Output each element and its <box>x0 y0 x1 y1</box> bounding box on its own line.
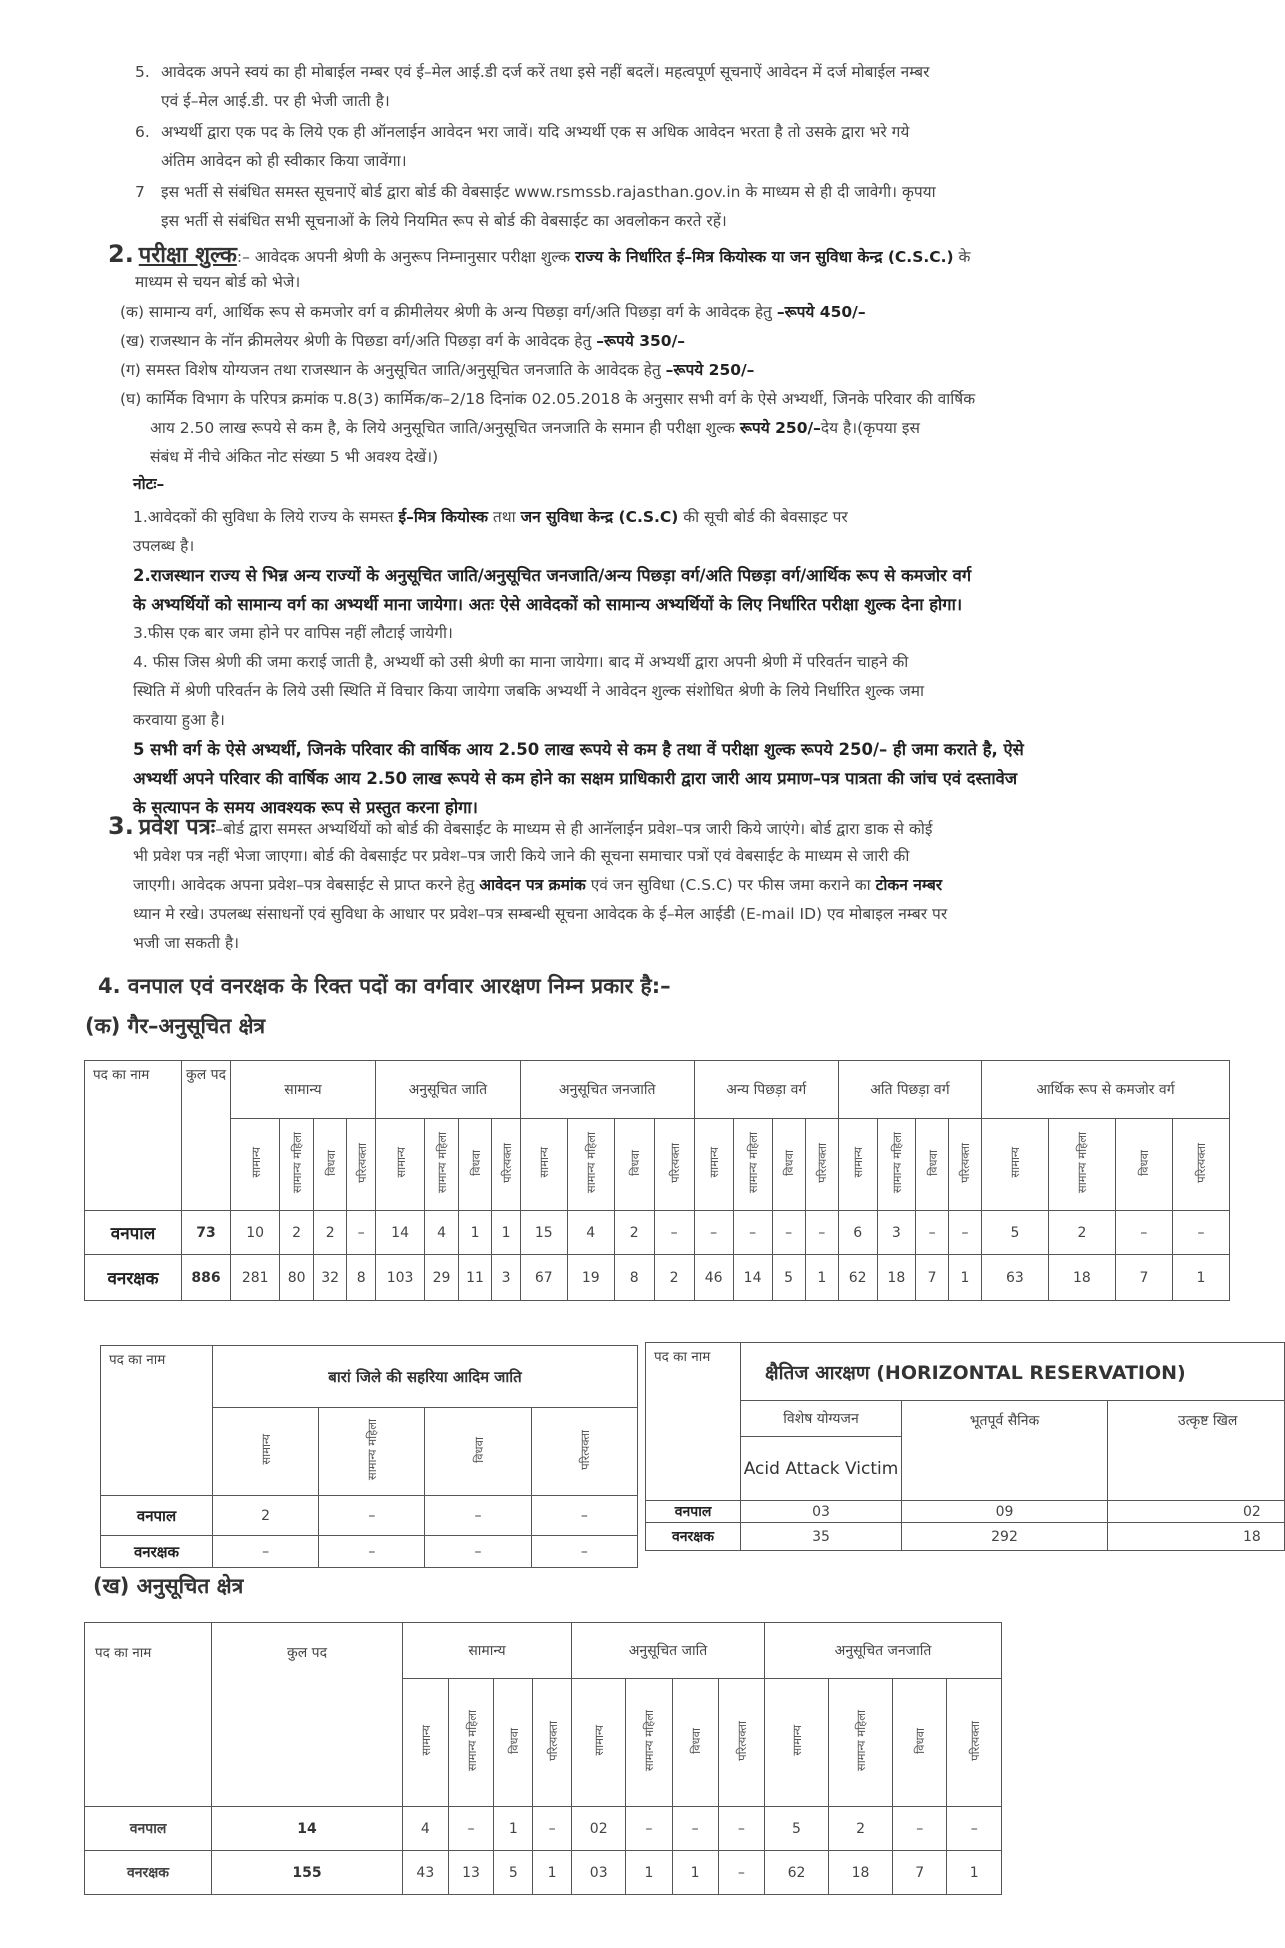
table-row <box>85 1807 1002 1851</box>
row-name: वनपाल <box>85 1807 212 1851</box>
group-header: अनुसूचित जाति <box>375 1061 520 1119</box>
sub-header <box>829 1679 893 1807</box>
section-number: 3. <box>108 812 134 840</box>
sub-header-text: सामान्य <box>393 1147 408 1178</box>
cell: 02 <box>1108 1501 1285 1523</box>
sub-header-text: सामान्य <box>248 1147 263 1178</box>
cell: 1 <box>626 1851 672 1895</box>
sub-header <box>672 1679 718 1807</box>
sub-header <box>425 1119 459 1211</box>
group-header: अन्य पिछड़ा वर्ग <box>694 1061 838 1119</box>
fee-item-gha-cont <box>120 414 1220 443</box>
sub-header-text: सामान्य महिला <box>854 1709 869 1772</box>
note-1-cont: उपलब्ध है। <box>133 537 195 555</box>
sub-header-text: परित्यक्ता <box>1194 1142 1209 1183</box>
cell: 281 <box>231 1255 280 1301</box>
horizontal-reservation-container <box>645 1342 1261 1557</box>
sub-header-text: सामान्य महिला <box>365 1418 380 1481</box>
sub-header <box>313 1119 347 1211</box>
sub-header-text: विधवा <box>782 1149 797 1176</box>
cell: 18 <box>829 1851 893 1895</box>
sub-header <box>947 1679 1002 1807</box>
sub-header-text: सामान्य महिला <box>435 1131 450 1194</box>
row-total: 155 <box>212 1851 403 1895</box>
section-intro-bold: राज्य के निर्धारित ई–मित्र कियोस्क या जन सुविधा केन्द्र (C.S.C.) <box>575 248 954 266</box>
item-text-cont: अंतिम आवेदन को ही स्वीकार किया जावेंगा। <box>161 152 407 170</box>
cell: – <box>319 1536 425 1568</box>
section-bold: आवेदन पत्र क्रमांक <box>479 876 586 894</box>
fee-amount: रूपये 250/– <box>739 419 821 437</box>
cell: 67 <box>520 1255 567 1301</box>
col-header-special: विशेष योग्यजन <box>741 1401 902 1437</box>
sub-header <box>916 1119 949 1211</box>
cell: 15 <box>520 1211 567 1255</box>
table-row <box>101 1536 638 1568</box>
col-header-acid-attack: Acid Attack Victim <box>741 1437 902 1501</box>
fee-list <box>120 298 1220 472</box>
sub-header-text: विधवा <box>1137 1149 1152 1176</box>
sub-header-text: विधवा <box>323 1149 338 1176</box>
cell: 1 <box>672 1851 718 1895</box>
cell: 80 <box>280 1255 314 1301</box>
sub-header-text: सामान्य महिला <box>290 1131 305 1194</box>
col-header-post: पद का नाम <box>646 1343 741 1501</box>
sub-header <box>375 1119 424 1211</box>
item-text: आवेदक अपने स्वयं का ही मोबाईल नम्बर एवं ई–मेल आई.डी दर्ज करें तथा इसे नहीं बदलें। महत्वपूर्ण सूचनाऐं आवेदन में दर्ज मोबाईल नम्बर <box>161 63 930 81</box>
sub-header <box>347 1119 375 1211</box>
table-row <box>646 1523 1285 1551</box>
section-4-title: 4. वनपाल एवं वनरक्षक के रिक्त पदों का वर्गवार आरक्षण निम्न प्रकार है:– <box>98 974 671 998</box>
row-name: वनरक्षक <box>85 1851 212 1895</box>
sub-header-text: सामान्य <box>851 1147 866 1178</box>
group-header: अनुसूचित जाति <box>572 1623 765 1679</box>
section-text: भजी जा सकती है। <box>133 934 240 952</box>
row-name: वनरक्षक <box>646 1523 741 1551</box>
sub-header <box>694 1119 733 1211</box>
sub-header <box>231 1119 280 1211</box>
cell: 03 <box>741 1501 902 1523</box>
item-number: 5. <box>135 63 150 81</box>
cell: – <box>718 1807 764 1851</box>
cell: 32 <box>313 1255 347 1301</box>
cell: 7 <box>893 1851 947 1895</box>
note-5-cont2: के सत्यापन के समय आवश्यक रूप से प्रस्तुत करना होगा। <box>133 798 478 817</box>
fee-amount: –रूपये 250/– <box>665 361 755 379</box>
note-3: 3.फीस एक बार जमा होने पर वापिस नहीं लौटाई जायेगी। <box>133 624 453 642</box>
notes <box>133 470 1233 822</box>
sub-header-text: विधवा <box>925 1149 940 1176</box>
cell: – <box>733 1211 772 1255</box>
cell: 2 <box>313 1211 347 1255</box>
table-row <box>646 1501 1285 1523</box>
cell: 3 <box>877 1211 916 1255</box>
row-name: वनपाल <box>85 1211 182 1255</box>
group-header: बारां जिले की सहरिया आदिम जाति <box>213 1346 638 1408</box>
note-1 <box>133 503 1233 532</box>
cell: 2 <box>1048 1211 1115 1255</box>
table-scheduled-area <box>84 1622 1002 1895</box>
sub-header-text: परित्यक्ता <box>545 1720 560 1761</box>
cell: 8 <box>347 1255 375 1301</box>
sub-header <box>567 1119 614 1211</box>
fee-amount: –रूपये 350/– <box>596 332 685 350</box>
row-total: 886 <box>182 1255 231 1301</box>
note-4-cont: स्थिति में श्रेणी परिवर्तन के लिये उसी स्थिति में विचार किया जायेगा जबकि अभ्यर्थी ने आवेदन शुल्क संशोधित श्रेणी के लिये निर्धारित शुल्क जमा <box>133 682 925 700</box>
cell: 1 <box>805 1255 838 1301</box>
cell: – <box>347 1211 375 1255</box>
section-text-mixed <box>133 871 1228 900</box>
cell: 43 <box>403 1851 449 1895</box>
cell: 5 <box>494 1851 533 1895</box>
sub-header <box>893 1679 947 1807</box>
sub-header <box>213 1408 319 1496</box>
fee-item-ga <box>120 356 1220 385</box>
cell: 5 <box>981 1211 1048 1255</box>
sub-header <box>280 1119 314 1211</box>
row-total: 14 <box>212 1807 403 1851</box>
group-header: अनुसूचित जनजाति <box>764 1623 1001 1679</box>
cell: – <box>425 1536 531 1568</box>
sub-header-text: विधवा <box>913 1727 928 1754</box>
fee-item-ka <box>120 298 1220 327</box>
section-text: भी प्रवेश पत्र नहीं भेजा जाएगा। बोर्ड की वेबसाईट पर प्रवेश–पत्र जारी किये जाने की सूचना समाचार पत्रों एवं वेबसाईट के माध्यम से जारी की <box>133 847 910 865</box>
item-number: 6. <box>135 123 150 141</box>
cell: – <box>533 1807 572 1851</box>
note-text: 1.आवेदकों की सुविधा के लिये राज्य के समस्त <box>133 508 399 526</box>
col-header-sports: उत्कृष्ट खिल <box>1108 1401 1285 1501</box>
sub-heading-non-scheduled: (क) गैर–अनुसूचित क्षेत्र <box>85 1014 266 1038</box>
sub-header <box>531 1408 637 1496</box>
cell: – <box>654 1211 694 1255</box>
note-2-cont: के अभ्यर्थियों को सामान्य वर्ग का अभ्यर्थी माना जायेगा। अतः ऐसे आवेदकों को सामान्य अभ्यर्थियों के लिए निर्धारित परीक्षा शुल्क देना होगा। <box>133 595 963 614</box>
sub-header-text: सामान्य महिला <box>889 1131 904 1194</box>
sub-header <box>425 1408 531 1496</box>
sub-header-text: सामान्य <box>259 1434 274 1465</box>
sub-header-text: परित्यक्ता <box>734 1720 749 1761</box>
sub-header-text: विधवा <box>688 1727 703 1754</box>
sub-header-text: परित्यक्ता <box>577 1429 592 1470</box>
cell: – <box>893 1807 947 1851</box>
cell: – <box>672 1807 718 1851</box>
sub-header <box>733 1119 772 1211</box>
sub-header <box>1172 1119 1229 1211</box>
cell: 5 <box>764 1807 828 1851</box>
cell: 19 <box>567 1255 614 1301</box>
cell: 62 <box>764 1851 828 1895</box>
sub-header-text: सामान्य <box>418 1725 433 1756</box>
section-intro-end: के <box>953 248 971 266</box>
sub-header <box>805 1119 838 1211</box>
cell: 09 <box>902 1501 1108 1523</box>
table-row <box>85 1211 1230 1255</box>
sub-header <box>1115 1119 1172 1211</box>
sub-header-text: सामान्य महिला <box>1075 1131 1090 1194</box>
cell: 1 <box>1172 1255 1229 1301</box>
table-row <box>85 1255 1230 1301</box>
sub-header-text: परित्यक्ता <box>967 1720 982 1761</box>
cell: 1 <box>492 1211 520 1255</box>
section-text: एवं जन सुविधा (C.S.C) पर फीस जमा कराने का <box>585 876 876 894</box>
cell: 8 <box>614 1255 654 1301</box>
sub-header-text: परित्यक्ता <box>667 1142 682 1183</box>
group-header: अति पिछड़ा वर्ग <box>838 1061 981 1119</box>
sub-header <box>764 1679 828 1807</box>
cell: 02 <box>572 1807 626 1851</box>
col-header-total: कुल पद <box>182 1061 231 1211</box>
sub-header <box>614 1119 654 1211</box>
sub-header-text: विधवा <box>627 1149 642 1176</box>
col-header-post: पद का नाम <box>85 1061 182 1211</box>
cell: 5 <box>772 1255 805 1301</box>
fee-label: (घ) कार्मिक विभाग के परिपत्र क्रमांक प.8(3) कार्मिक/क–2/18 दिनांक 02.05.2018 के अनुसार सभी वर्ग के ऐसे अभ्यर्थी, जिनके परिवार की वार्षिक <box>120 390 976 408</box>
sub-header-text: सामान्य महिला <box>464 1709 479 1772</box>
cell: 4 <box>425 1211 459 1255</box>
item-number: 7 <box>135 183 145 201</box>
cell: 3 <box>492 1255 520 1301</box>
cell: – <box>448 1807 494 1851</box>
cell: – <box>772 1211 805 1255</box>
sub-header <box>403 1679 449 1807</box>
sub-header-text: सामान्य <box>537 1147 552 1178</box>
note-4-cont2: करवाया हुआ है। <box>133 711 225 729</box>
cell: 2 <box>213 1496 319 1536</box>
section-3-admit-card <box>108 812 1228 844</box>
item-5 <box>135 58 1225 116</box>
table-non-scheduled-area <box>84 1060 1230 1301</box>
sub-header <box>626 1679 672 1807</box>
sub-header <box>572 1679 626 1807</box>
cell: 10 <box>231 1211 280 1255</box>
cell: – <box>319 1496 425 1536</box>
row-name: वनरक्षक <box>101 1536 213 1568</box>
group-header: अनुसूचित जनजाति <box>520 1061 694 1119</box>
note-text: तथा <box>488 508 521 526</box>
sub-header <box>319 1408 425 1496</box>
section-intro: :– आवेदक अपनी श्रेणी के अनुरूप निम्नानुसार परीक्षा शुल्क <box>236 248 576 266</box>
sub-header-text: सामान्य <box>1008 1147 1023 1178</box>
note-5-cont: अभ्यर्थी अपने परिवार की वार्षिक आय 2.50 लाख रूपये से कम होने का सक्षम प्राधिकारी द्वारा जारी आय प्रमाण–पत्र पात्रता की जांच एवं दस्तावेज <box>133 769 1018 788</box>
sub-header <box>533 1679 572 1807</box>
cell: 2 <box>829 1807 893 1851</box>
group-header: सामान्य <box>403 1623 572 1679</box>
cell: 1 <box>949 1255 982 1301</box>
cell: – <box>947 1807 1002 1851</box>
cell: – <box>626 1807 672 1851</box>
table-row <box>101 1496 638 1536</box>
section-text: जाएगी। आवेदक अपना प्रवेश–पत्र वेबसाईट से प्राप्त करने हेतु <box>133 876 480 894</box>
cell: 03 <box>572 1851 626 1895</box>
sub-header-text: विधवा <box>506 1727 521 1754</box>
note-5: 5 सभी वर्ग के ऐसे अभ्यर्थी, जिनके परिवार की वार्षिक आय 2.50 लाख रूपये से कम है तथा वें परीक्षा शुल्क रूपये 250/– ही जमा कराते है, ऐसे <box>133 740 1024 759</box>
sub-header-text: विधवा <box>468 1149 483 1176</box>
sub-heading-scheduled: (ख) अनुसूचित क्षेत्र <box>93 1574 244 1598</box>
cell: 6 <box>838 1211 877 1255</box>
sub-header-text: सामान्य महिला <box>642 1709 657 1772</box>
cell: 63 <box>981 1255 1048 1301</box>
item-text-cont: इस भर्ती से संबंधित सभी सूचनाओं के लिये नियमित रूप से बोर्ड की वेबसाईट का अवलोकन करते रहें। <box>161 212 727 230</box>
cell: 13 <box>448 1851 494 1895</box>
cell: – <box>531 1536 637 1568</box>
cell: 62 <box>838 1255 877 1301</box>
sub-header-text: सामान्य महिला <box>584 1131 599 1194</box>
cell: 103 <box>375 1255 424 1301</box>
item-6 <box>135 118 1225 176</box>
table-sahariya <box>100 1345 638 1568</box>
cell: 11 <box>458 1255 492 1301</box>
cell: – <box>1115 1211 1172 1255</box>
group-header: सामान्य <box>231 1061 376 1119</box>
cell: 2 <box>614 1211 654 1255</box>
cell: 18 <box>1048 1255 1115 1301</box>
sub-header <box>772 1119 805 1211</box>
cell: – <box>718 1851 764 1895</box>
cell: 1 <box>458 1211 492 1255</box>
cell: – <box>425 1496 531 1536</box>
col-header-post: पद का नाम <box>101 1346 213 1496</box>
cell: – <box>805 1211 838 1255</box>
cell: 2 <box>280 1211 314 1255</box>
row-name: वनपाल <box>101 1496 213 1536</box>
item-text: इस भर्ती से संबंधित समस्त सूचनाऐं बोर्ड द्वारा बोर्ड की वेबसाईट www.rsmssb.rajasthan.gov.in के माध्यम से ही दी जावेगी। कृपया <box>161 183 936 201</box>
cell: 292 <box>902 1523 1108 1551</box>
note-bold: जन सुविधा केन्द्र (C.S.C) <box>520 508 679 526</box>
cell: 1 <box>533 1851 572 1895</box>
section-bold: टोकन नम्बर <box>875 876 943 894</box>
cell: 4 <box>403 1807 449 1851</box>
section-number: 2. <box>108 240 134 268</box>
sub-header-text: परित्यक्ता <box>354 1142 369 1183</box>
sub-header-text: परित्यक्ता <box>958 1142 973 1183</box>
sub-header <box>654 1119 694 1211</box>
sub-header-text: सामान्य <box>592 1725 607 1756</box>
sub-header <box>981 1119 1048 1211</box>
table-horizontal-reservation <box>645 1342 1285 1551</box>
fee-amount: –रूपये 450/– <box>776 303 866 321</box>
horizontal-reservation-title: क्षैतिज आरक्षण (HORIZONTAL RESERVATION) <box>741 1343 1285 1401</box>
sub-header <box>838 1119 877 1211</box>
sub-header <box>448 1679 494 1807</box>
sub-header <box>1048 1119 1115 1211</box>
sub-header <box>949 1119 982 1211</box>
note-bold: ई–मित्र कियोस्क <box>398 508 488 526</box>
cell: 7 <box>1115 1255 1172 1301</box>
section-title: प्रवेश पत्रः <box>138 815 216 840</box>
note-2: 2.राजस्थान राज्य से भिन्न अन्य राज्यों के अनुसूचित जाति/अनुसूचित जनजाति/अन्य पिछड़ा वर्ग/अति पिछड़ा वर्ग/आर्थिक रूप से कमजोर वर्ग <box>133 566 972 585</box>
cell: 18 <box>1108 1523 1285 1551</box>
cell: 14 <box>375 1211 424 1255</box>
section-2-line2: माध्यम से चयन बोर्ड को भेजे। <box>135 273 301 291</box>
cell: 1 <box>947 1851 1002 1895</box>
note-4: 4. फीस जिस श्रेणी की जमा कराई जाती है, अभ्यर्थी को उसी श्रेणी का माना जायेगा। बाद में अभ्यर्थी द्वारा अपनी श्रेणी में परिवर्तन चाहने की <box>133 653 909 671</box>
cell: 18 <box>877 1255 916 1301</box>
sub-header <box>520 1119 567 1211</box>
fee-label: (ख) राजस्थान के नॉन क्रीमलेयर श्रेणी के पिछडा वर्ग/अति पिछड़ा वर्ग के आवेदक हेतु <box>120 332 597 350</box>
fee-label: आय 2.50 लाख रूपये से कम है, के लिये अनुसूचित जाति/अनुसूचित जनजाति के समान ही परीक्षा शुल्क <box>150 419 740 437</box>
col-header-post: पद का नाम <box>85 1623 212 1807</box>
cell: 1 <box>494 1807 533 1851</box>
fee-item-gha-cont2: संबंध में नीचे अंकित नोट संख्या 5 भी अवश्य देखें।) <box>150 448 439 466</box>
item-7 <box>135 178 1225 236</box>
notes-heading: नोटः– <box>133 475 165 493</box>
group-header: आर्थिक रूप से कमजोर वर्ग <box>981 1061 1229 1119</box>
cell: – <box>949 1211 982 1255</box>
cell: 46 <box>694 1255 733 1301</box>
fee-label: (क) सामान्य वर्ग, आर्थिक रूप से कमजोर वर्ग व क्रीमीलेयर श्रेणी के अन्य पिछड़ा वर्ग/अति पिछड़ा वर्ग के आवेदक हेतु <box>120 303 777 321</box>
col-header-total: कुल पद <box>212 1623 403 1807</box>
cell: 35 <box>741 1523 902 1551</box>
sub-header-text: विधवा <box>471 1436 486 1463</box>
table-row <box>85 1851 1002 1895</box>
fee-label: (ग) समस्त विशेष योग्यजन तथा राजस्थान के अनुसूचित जाति/अनुसूचित जनजाति के आवेदक हेतु <box>120 361 666 379</box>
row-name: वनरक्षक <box>85 1255 182 1301</box>
cell: 4 <box>567 1211 614 1255</box>
sub-header-text: परित्यक्ता <box>815 1142 830 1183</box>
cell: – <box>213 1536 319 1568</box>
item-text-cont: एवं ई–मेल आई.डी. पर ही भेजी जाती है। <box>161 92 390 110</box>
fee-item-gha <box>120 385 1220 414</box>
section-title: परीक्षा शुल्क <box>138 243 237 268</box>
fee-label: देय है।(कृपया इस <box>820 419 920 437</box>
sub-header <box>718 1679 764 1807</box>
cell: – <box>916 1211 949 1255</box>
sub-header <box>492 1119 520 1211</box>
sub-header <box>494 1679 533 1807</box>
cell: – <box>531 1496 637 1536</box>
section-text: ध्यान मे रखे। उपलब्ध संसाधनों एवं सुविधा के आधार पर प्रवेश–पत्र सम्बन्धी सूचना आवेदक के ई–मेल आईडी (E-mail ID) एव मोबाइल नम्बर पर <box>133 905 948 923</box>
sub-header-text: सामान्य महिला <box>746 1131 761 1194</box>
cell: 29 <box>425 1255 459 1301</box>
fee-item-kha <box>120 327 1220 356</box>
sub-header-text: सामान्य <box>707 1147 722 1178</box>
note-text: की सूची बोर्ड की बेवसाइट पर <box>678 508 848 526</box>
col-header-ex-serviceman: भूतपूर्व सैनिक <box>902 1401 1108 1501</box>
cell: – <box>694 1211 733 1255</box>
sub-header-text: सामान्य <box>789 1725 804 1756</box>
sub-header <box>877 1119 916 1211</box>
section-text: –बोर्ड द्वारा समस्त अभ्यर्थियों को बोर्ड की वेबसाईट के माध्यम से ही आनॅलाईन प्रवेश–पत्र जारी किये जाएंगे। बोर्ड द्वारा डाक से कोई <box>215 820 933 838</box>
cell: 7 <box>916 1255 949 1301</box>
sub-header-text: परित्यक्ता <box>499 1142 514 1183</box>
cell: – <box>1172 1211 1229 1255</box>
section-3-body <box>133 842 1228 958</box>
row-total: 73 <box>182 1211 231 1255</box>
row-name: वनपाल <box>646 1501 741 1523</box>
cell: 14 <box>733 1255 772 1301</box>
item-text: अभ्यर्थी द्वारा एक पद के लिये एक ही ऑनलाईन आवेदन भरा जावें। यदि अभ्यर्थी एक स अधिक आवेदन भरता है तो उसके द्वारा भरे गये <box>161 123 910 141</box>
sub-header <box>458 1119 492 1211</box>
cell: 2 <box>654 1255 694 1301</box>
